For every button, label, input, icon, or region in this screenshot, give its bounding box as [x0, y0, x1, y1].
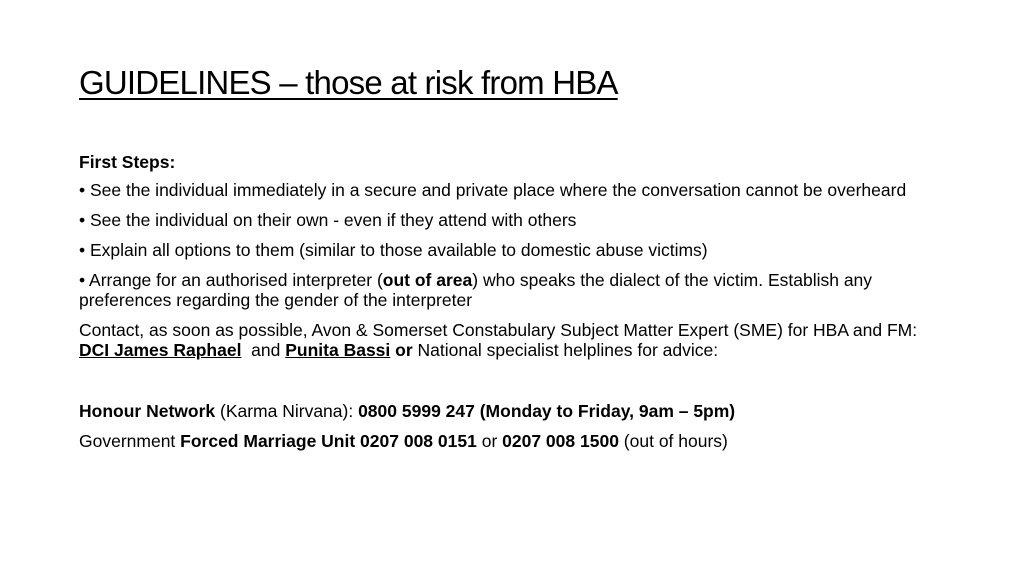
contact-and: and	[241, 340, 286, 360]
contact-dci-james-raphael: DCI James Raphael	[79, 340, 242, 360]
bullet-own: • See the individual on their own - even if they attend with others	[79, 210, 577, 230]
contact-intro: Contact, as soon as possible, Avon & Somerset Constabulary Subject Matter Expert (SME) for HBA and FM:	[79, 320, 922, 340]
fmu-or: or	[476, 431, 503, 451]
honour-network-details: 0800 5999 247 (Monday to Friday, 9am – 5pm)	[358, 401, 736, 421]
contact-or: or	[390, 340, 413, 360]
honour-network-org: (Karma Nirvana):	[215, 401, 359, 421]
interpreter-text-after: ) who speaks the dialect of the victim. Establish any preferences regarding the gender of the interpreter	[79, 270, 873, 310]
fmu-prefix: Government	[79, 431, 181, 451]
fmu-suffix: (out of hours)	[618, 431, 728, 451]
interpreter-text-before: • Arrange for an authorised interpreter (	[79, 270, 383, 290]
bullet-options: • Explain all options to them (similar to those available to domestic abuse victims)	[79, 240, 708, 260]
first-steps-heading: First Steps:	[79, 152, 176, 172]
interpreter-out-of-area: out of area	[382, 270, 473, 290]
fmu-name-number: Forced Marriage Unit 0207 008 0151	[180, 431, 477, 451]
bullet-interpreter	[79, 270, 949, 310]
spacer	[79, 370, 949, 401]
fmu-number-2: 0207 008 1500	[502, 431, 619, 451]
slide-title: GUIDELINES – those at risk from HBA	[79, 64, 618, 101]
bullet-secure-place: • See the individual immediately in a secure and private place where the conversation cannot be overheard	[79, 180, 907, 200]
contact-outro: National specialist helplines for advice:	[412, 340, 719, 360]
contact-paragraph	[79, 320, 949, 360]
honour-network-line	[79, 401, 949, 421]
honour-network-name: Honour Network	[79, 401, 216, 421]
contact-punita-bassi: Punita Bassi	[285, 340, 391, 360]
forced-marriage-unit-line	[79, 431, 949, 451]
slide-body	[79, 152, 949, 461]
